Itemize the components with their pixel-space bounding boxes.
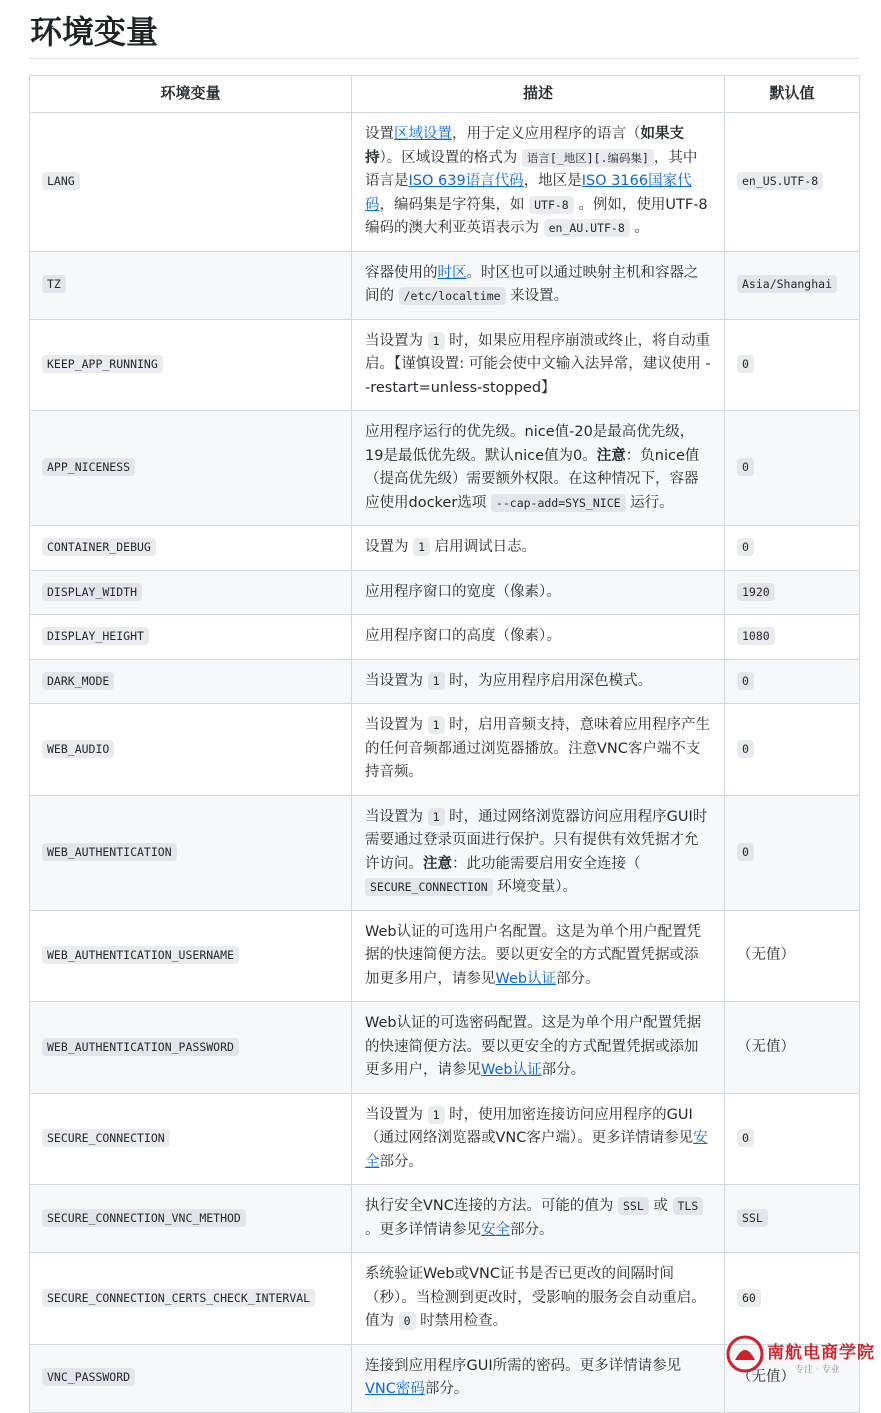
variable-cell: [30, 1002, 352, 1094]
variable-cell: [30, 1253, 352, 1345]
description-text: Web认证的可选密码配置。这是为单个用户配置凭据的快速简便方法。要以更安全的方式配置凭据或添加更多用户，请参见: [365, 1015, 702, 1078]
default-value: en_US.UTF-8: [737, 172, 823, 190]
variable-name: WEB_AUTHENTICATION_USERNAME: [42, 946, 239, 964]
inline-code: --cap-add=SYS_NICE: [491, 494, 626, 512]
description-text: 。例如，使用UTF-8编码的澳大利亚英语表示为: [365, 196, 708, 236]
description-text: 。更多详情请参见: [365, 1221, 481, 1238]
watermark-text: 南航电商学院: [767, 1343, 875, 1363]
default-value: （无值）: [737, 1038, 795, 1055]
table-row: [30, 411, 860, 526]
description-cell: [352, 1253, 725, 1345]
description-text: 当设置为: [365, 672, 428, 689]
variable-name: TZ: [42, 275, 66, 293]
doc-link[interactable]: ISO 3166国家代码: [365, 173, 692, 213]
description-text: 执行安全VNC连接的方法。可能的值为: [365, 1198, 618, 1214]
default-cell: [725, 570, 860, 615]
description-cell: [352, 1344, 725, 1412]
description-text: ，用于定义应用程序的语言（: [452, 126, 641, 142]
description-text: 当设置为: [365, 717, 428, 733]
description-text: 部分。: [510, 1221, 554, 1238]
default-cell: [725, 1093, 860, 1185]
variable-name: DISPLAY_HEIGHT: [42, 627, 149, 645]
description-cell: [352, 1093, 725, 1185]
doc-link[interactable]: Web认证: [495, 970, 557, 987]
table-row: [30, 319, 860, 411]
default-cell: [725, 910, 860, 1002]
variable-cell: [30, 615, 352, 660]
description-text: Web认证的可选用户名配置。这是为单个用户配置凭据的快速简便方法。要以更安全的方式配置凭据或添加更多用户，请参见: [365, 923, 702, 987]
page-title: 环境变量: [29, 0, 859, 59]
default-cell: [725, 615, 860, 660]
description-text: 运行。: [625, 494, 674, 511]
variable-cell: [30, 1344, 352, 1412]
description-text: 。时区也可以通过映射主机和容器之间的: [365, 264, 699, 304]
watermark-logo: [725, 1334, 875, 1378]
variable-cell: [30, 910, 352, 1002]
variable-cell: [30, 704, 352, 796]
header-default: 默认值: [725, 76, 860, 113]
default-value: 0: [737, 355, 754, 373]
description-text: ，地区是: [523, 173, 582, 189]
description-text: ，其中语言是: [365, 149, 698, 189]
table-row: [30, 659, 860, 704]
inline-code: 1: [428, 332, 445, 350]
default-cell: [725, 1185, 860, 1253]
variable-name: DISPLAY_WIDTH: [42, 583, 142, 601]
description-cell: [352, 659, 725, 704]
table-row: [30, 1093, 860, 1185]
inline-code: SECURE_CONNECTION: [365, 878, 493, 896]
default-cell: [725, 251, 860, 319]
inline-code: 语言[_地区][.编码集]: [522, 149, 654, 167]
default-cell: [725, 411, 860, 526]
default-cell: [725, 659, 860, 704]
description-text: 。: [629, 220, 649, 236]
description-cell: [352, 615, 725, 660]
variable-cell: [30, 319, 352, 411]
variable-cell: [30, 526, 352, 571]
default-cell: [725, 526, 860, 571]
description-text: 或: [648, 1198, 673, 1214]
doc-link[interactable]: 安全: [365, 1130, 708, 1170]
description-text: 时，启用音频支持，意味着应用程序产生的任何音频都通过浏览器播放。注意VNC客户端不支持音频。: [365, 717, 711, 780]
description-text: 当设置为: [365, 1106, 428, 1123]
variable-cell: [30, 113, 352, 252]
variable-name: DARK_MODE: [42, 672, 114, 690]
variable-name: APP_NICENESS: [42, 458, 135, 476]
description-text: 部分。: [556, 970, 600, 987]
default-value: SSL: [737, 1209, 768, 1227]
description-text: 系统验证Web或VNC证书是否已更改的间隔时间（秒）。当检测到更改时，受影响的服务会自动重启。值为: [365, 1266, 706, 1329]
inline-code: TLS: [673, 1197, 704, 1215]
variable-name: CONTAINER_DEBUG: [42, 538, 156, 556]
description-text: 当设置为: [365, 808, 428, 825]
default-cell: [725, 1002, 860, 1094]
default-value: 0: [737, 1129, 754, 1147]
description-text: 启用调试日志。: [430, 539, 537, 555]
default-value: （无值）: [737, 947, 795, 963]
default-value: 0: [737, 672, 754, 690]
watermark-emblem-icon: [725, 1334, 765, 1374]
table-row: [30, 910, 860, 1002]
default-value: 1920: [737, 583, 775, 601]
doc-link[interactable]: 时区: [437, 264, 467, 281]
bold-text: 注意: [596, 447, 626, 464]
description-text: 连接到应用程序GUI所需的密码。更多详情请参见: [365, 1357, 682, 1374]
table-row: [30, 1253, 860, 1345]
default-value: 1080: [737, 627, 775, 645]
variable-name: KEEP_APP_RUNNING: [42, 355, 163, 373]
description-text: 应用程序运行的优先级。nice值-20是最高优先级，19是最低优先级。默认nice值为0。: [365, 424, 695, 464]
table-row: [30, 795, 860, 910]
inline-code: 1: [428, 672, 445, 690]
description-cell: [352, 910, 725, 1002]
variable-cell: [30, 1185, 352, 1253]
doc-link[interactable]: Web认证: [481, 1062, 542, 1078]
variable-cell: [30, 1093, 352, 1185]
description-cell: [352, 1185, 725, 1253]
table-row: [30, 251, 860, 319]
variable-name: SECURE_CONNECTION: [42, 1129, 170, 1147]
variable-cell: [30, 795, 352, 910]
table-row: [30, 704, 860, 796]
default-value: Asia/Shanghai: [737, 275, 837, 293]
description-text: ：此功能需要启用安全连接（: [452, 855, 641, 872]
table-row: [30, 113, 860, 252]
description-text: 部分。: [424, 1381, 469, 1397]
description-text: 部分。: [379, 1153, 423, 1170]
description-text: 设置: [365, 126, 394, 142]
description-cell: [352, 411, 725, 526]
default-cell: [725, 113, 860, 252]
description-text: 环境变量）。: [492, 879, 578, 895]
default-value: 0: [737, 843, 754, 861]
inline-code: 1: [428, 808, 445, 826]
table-row: [30, 570, 860, 615]
variable-cell: [30, 251, 352, 319]
description-text: 应用程序窗口的高度（像素）。: [365, 628, 561, 644]
default-value: 60: [737, 1289, 761, 1307]
variable-name: VNC_PASSWORD: [42, 1368, 135, 1386]
default-value: 0: [737, 740, 754, 758]
description-text: 当设置为: [365, 332, 428, 349]
variable-name: WEB_AUTHENTICATION_PASSWORD: [42, 1038, 239, 1056]
description-text: 时，通过网络浏览器访问应用程序GUI时需要通过登录页面进行保护。只有提供有效凭据才允许访问。: [365, 808, 708, 872]
table-row: [30, 1002, 860, 1094]
description-cell: [352, 570, 725, 615]
inline-code: 1: [428, 716, 445, 734]
inline-code: /etc/localtime: [399, 287, 506, 305]
inline-code: SSL: [618, 1197, 649, 1215]
description-text: ：负nice值（提高优先级）需要额外权限。在这种情况下，容器应使用docker选项: [365, 447, 700, 511]
table-header-row: [30, 76, 860, 113]
default-value: 0: [737, 458, 754, 476]
description-text: 应用程序窗口的宽度（像素）。: [365, 583, 561, 600]
doc-link[interactable]: 安全: [481, 1221, 510, 1238]
variable-cell: [30, 659, 352, 704]
description-cell: [352, 795, 725, 910]
default-cell: [725, 704, 860, 796]
description-cell: [352, 251, 725, 319]
description-text: ，编码集是字符集，如: [379, 196, 530, 213]
env-vars-table: [29, 75, 860, 1413]
variable-cell: [30, 570, 352, 615]
variable-name: SECURE_CONNECTION_CERTS_CHECK_INTERVAL: [42, 1289, 315, 1307]
description-text: 时，如果应用程序崩溃或终止，将自动重启。【谨慎设置: 可能会使中文输入法异常，建议使用 --restart=unless-stopped】: [365, 332, 711, 396]
variable-name: WEB_AUTHENTICATION: [42, 843, 177, 861]
description-text: 时，使用加密连接访问应用程序的GUI（通过网络浏览器或VNC客户端）。更多详情请参见: [365, 1106, 694, 1146]
inline-code: UTF-8: [529, 196, 574, 214]
table-row: [30, 1185, 860, 1253]
description-cell: [352, 704, 725, 796]
description-text: 部分。: [541, 1062, 586, 1078]
default-value: 0: [737, 538, 754, 556]
bold-text: 注意: [423, 855, 452, 872]
table-row: [30, 615, 860, 660]
description-text: 时，为应用程序启用深色模式。: [444, 672, 653, 689]
doc-link[interactable]: ISO 639语言代码: [408, 173, 524, 189]
description-text: 容器使用的: [365, 264, 438, 281]
description-cell: [352, 526, 725, 571]
description-cell: [352, 1002, 725, 1094]
description-cell: [352, 319, 725, 411]
inline-code: 1: [428, 1106, 445, 1124]
variable-cell: [30, 411, 352, 526]
default-cell: [725, 319, 860, 411]
bold-text: 如果支持: [365, 126, 684, 166]
description-text: ）。区域设置的格式为: [379, 149, 522, 166]
header-description: 描述: [352, 76, 725, 113]
table-body: [30, 113, 860, 1413]
inline-code: en_AU.UTF-8: [544, 219, 630, 237]
variable-name: WEB_AUDIO: [42, 740, 114, 758]
watermark-subtext: 专注 · 专业: [795, 1365, 840, 1375]
inline-code: 1: [413, 538, 430, 556]
description-text: 来设置。: [505, 288, 569, 304]
inline-code: 0: [399, 1312, 416, 1330]
variable-name: SECURE_CONNECTION_VNC_METHOD: [42, 1209, 246, 1227]
default-cell: [725, 1253, 860, 1345]
doc-link[interactable]: 区域设置: [394, 126, 452, 142]
table-row: [30, 526, 860, 571]
description-text: 时禁用检查。: [415, 1313, 508, 1329]
default-value: （无值）: [737, 1369, 795, 1386]
variable-name: LANG: [42, 172, 80, 190]
header-variable: 环境变量: [30, 76, 352, 113]
doc-link[interactable]: VNC密码: [365, 1381, 425, 1397]
description-cell: [352, 113, 725, 252]
default-cell: [725, 795, 860, 910]
description-text: 设置为: [365, 539, 414, 555]
